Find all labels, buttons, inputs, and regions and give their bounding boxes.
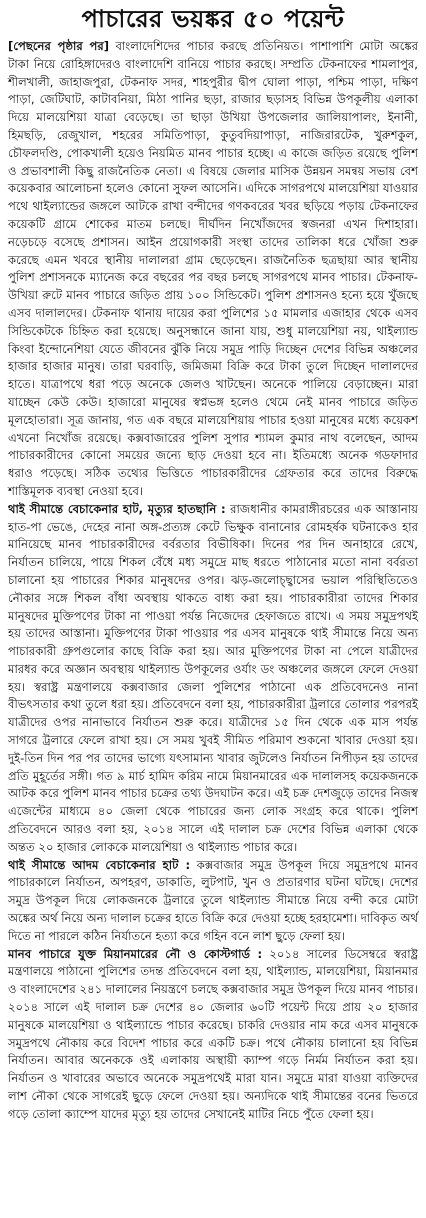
- continued-from-tag: [পেছনের পৃষ্ঠার পর]: [8, 39, 110, 53]
- article-body: [8, 38, 418, 1124]
- lead-paragraph: [8, 38, 418, 501]
- section-heading-human-trade-market: থাই সীমান্তে আদম বেচাকেনার হাট :: [8, 857, 191, 872]
- section-myanmar-navy: [8, 946, 418, 1124]
- section-human-trade-market: [8, 857, 418, 946]
- article-headline: পাচারের ভয়ঙ্কর ৫০ পয়েন্ট: [81, 4, 345, 33]
- section-text-myanmar-navy: ২০১৪ সালের ডিসেম্বরে স্বরাষ্ট্র মন্ত্রণালয়ে পাঠানো পুলিশের তদন্ত প্রতিবেদনে বলা হয়, থাইল্যান্ড, মালয়েশিয়া, মিয়ানমার ও বাংলাদেশের ২৪১ দালালের নিয়ন্ত্রণে চলছে কক্সবাজার সমুদ্র উপকূল দিয়ে মানব পাচার। ২০১৪ সালে এই দালাল চক্র দেশের ৪০ জেলার ৬০টি পয়েন্ট দিয়ে প্রায় ২০ হাজার মানুষকে মালয়েশিয়া ও থাইল্যান্ডে পাচার করেছে। চাকরি দেওয়ার নাম করে এসব মানুষকে সমুদ্রপথে নৌকায় করে বিদেশ পাচার করে একটি চক্র। পথে নৌকায় চালানো হয় বিভিন্ন নির্যাতন। আবার অনেককে ওই এলাকায় অস্থায়ী ক্যাম্প গড়ে নির্মম নির্যাতন করা হয়। নির্যাতন ও খাবারের অভাবে অনেকে সমুদ্রপথেই মারা যান। সমুদ্রে মারা যাওয়া ব্যক্তিদের লাশ নৌকা থেকে সাগরেই ছুড়ে ফেলে দেওয়া হয়। অন্যদিকে থাই সীমান্তের বনের ভিতরে গড়ে তোলা ক্যাম্পে যাদের মৃত্যু হয় তাদের সেখানেই মাটির নিচে পুঁতে ফেলা হয়।: [8, 946, 419, 1121]
- lead-paragraph-text: বাংলাদেশিদের পাচার করছে প্রতিনিয়ত। পাশাপাশি মোটা অঙ্কের টাকা নিয়ে রোহিঙ্গাদেরও বাংলাদেশি বানিয়ে পাচার করছে। সম্প্রতি টেকনাফের শামলাপুর, শীলখালী, জাহাজপুরা, টেকনাফ সদর, শাহপুরীর দ্বীপ ঘোলা পাড়া, পশ্চিম পাড়া, দক্ষিণ পাড়া, জেটিঘাট, কাটাবনিয়া, মিঠা পানির ছড়া, রাজার ছড়াসহ বিভিন্ন উপকূলীয় এলাকা দিয়ে মালয়েশিয়া যাত্রা বেড়েছে। তা ছাড়া উখিয়া উপজেলার জালিয়াপালং, ইনানী, হিমছড়ি, রেজুখাল, শহরের সমিতিপাড়া, কুতুবদিয়াপাড়া, নাজিরারটেক, খুরুশকুল, চৌফলদণ্ডি, পোকখালী হয়েও নিয়মিত মানব পাচার হচ্ছে। এ কাজে জড়িত রয়েছে পুলিশ ও প্রভাবশালী কিছু রাজনৈতিক নেতা। এ বিষয়ে জেলার মাসিক উন্নয়ন সমন্বয় সভায় বেশ কয়েকবার আলোচনা হলেও কোনো সুফল আসেনি। এদিকে সাগরপথে মালয়েশিয়া যাওয়ার পথে থাইল্যান্ডের জঙ্গলে আটকে রাখা বন্দীদের গণকবরের খবর ছড়িয়ে পড়ায় টেকনাফের কয়েকটি গ্রামে শোকের মাতম চলছে। দীর্ঘদিন নিখোঁজদের স্বজনরা এখন দিশাহারা। নড়েচড়ে বসেছে প্রশাসন। আইন প্রয়োগকারী সংস্থা তাদের তালিকা ধরে খোঁজা শুরু করেছে এমন খবরে স্থানীয় দালালরা গ্রাম ছেড়েছেন। রাজনৈতিক ছত্রছায়া আর স্থানীয় পুলিশ প্রশাসনকে ম্যানেজ করে বছরের পর বছর চলছে সাগরপথে মানব পাচার। টেকনাফ-উখিয়া রুটে মানব পাচারে জড়িত প্রায় ১০০ সিন্ডিকেট। পুলিশ প্রশাসনও হন্যে হয়ে খুঁজছে এসব দালালদের। টেকনাফ থানায় দায়ের করা পুলিশের ১৫ মামলার এজাহার থেকে এসব সিন্ডিকেটকে চিহ্নিত করা হয়েছে। অনুসন্ধানে জানা যায়, শুধু মালয়েশিয়া নয়, থাইল্যান্ড কিংবা ইন্দোনেশিয়া যেতে জীবনের ঝুঁকি নিয়ে সমুদ্র পাড়ি দিচ্ছেন দেশের বিভিন্ন অঞ্চলের হাজার হাজার মানুষ। তারা ঘরবাড়ি, জমিজমা বিক্রি করে টাকা তুলে দিচ্ছেন দালালদের হাতে। যাত্রাপথে ধরা পড়ে অনেকে জেলও খাটছেন। অনেকে পালিয়ে বেড়াচ্ছেন। মারা যাচ্ছেন কেউ কেউ। হাজারো মানুষের স্বপ্নভঙ্গ হলেও থেমে নেই মানব পাচারে জড়িত মূলহোতারা। সূত্র জানায়, গত এক বছরে মালয়েশিয়ায় পাচার হওয়া মানুষের মধ্যে কয়েকশ এখনো নিখোঁজ রয়েছে। কক্সবাজারের পুলিশ সুপার শ্যামল কুমার নাথ বলেছেন, আদম পাচারকারীদের কোনো সময়ের জন্যে ছাড় দেওয়া হবে না। ইতিমধ্যে অনেক গডফাদার ধরাও পড়েছে। সঠিক তথ্যের ভিত্তিতে পাচারকারীদের গ্রেফতার করে তাদের বিরুদ্ধে শাস্তিমূলক ব্যবস্থা নেওয়া হবে।: [8, 39, 418, 498]
- section-heading-myanmar-navy: মানব পাচারে যুক্ত মিয়ানমারের নৌ ও কোস্টগার্ড :: [8, 946, 263, 961]
- section-text-human-trade-market: কক্সবাজার সমুদ্র উপকূল দিয়ে সমুদ্রপথে মানব পাচারকালে নির্যাতন, অপহরণ, ডাকাতি, লুটপাট, খুন ও প্রতারণার ঘটনা ঘটছে। দেশের সমুদ্র উপকূল দিয়ে লোকজনকে ট্রলারে তুলে থাইল্যান্ড সীমান্তে নিয়ে বন্দী করে মোটা অঙ্কের অর্থ নিয়ে অন্য দালাল চক্রের হাতে বিক্রি করে দেওয়া হচ্ছে হরহামেশা। দাবিকৃত অর্থ দিতে না পারলে কঠিন নির্যাতনে হত্যা করে গহিন বনে লাশ ছুড়ে ফেলা হয়।: [8, 857, 418, 943]
- section-thai-border-market: [8, 501, 418, 857]
- section-heading-thai-border-market: থাই সীমান্তে বেচাকেনার হাট, মৃত্যুর হাতছানি :: [8, 501, 226, 516]
- section-text-thai-border-market: রাজধানীর কামরাঙ্গীরচরের এক আস্তানায় হাত-পা ভেঙে, দেহের নানা অঙ্গ-প্রত্যঙ্গ কেটে ভিক্ষুক বানানোর রোমহর্ষক ঘটনাকেও হার মানিয়েছে মানব পাচারকারীদের বর্বরতার বিভীষিকা। দিনের পর দিন অনাহারে রেখে, নির্যাতন চালিয়ে, পায়ে শিকল বেঁধে মধ্য সমুদ্রে মাছ ধরতে পাঠানোর মতো নানা বর্বরতা চালানো হয় পাচারের শিকার মানুষদের ওপর। ঝড়-জলোচ্ছ্বাসের ভয়াল পরিস্থিতিতেও নৌকার সঙ্গে শিকল বাঁধা অবস্থায় থাকতে বাধ্য করা হয়। পাচারকারীরা তাদের শিকার মানুষদের মুক্তিপণের টাকা না পাওয়া পর্যন্ত নিজেদের হেফাজতে রাখে। এ সময় সমুদ্রপথই হয় তাদের আস্তানা। মুক্তিপণের টাকা পাওয়ার পর এসব মানুষকে থাই সীমান্তে নিয়ে অন্য পাচারকারী গ্রুপগুলোর কাছে বিক্রি করা হয়। আর মুক্তিপণের টাকা না পেলে যাত্রীদের মারধর করে অজ্ঞান অবস্থায় থাইল্যান্ড উপকূলের ওর্যাং ডং অঞ্চলের জঙ্গলে ফেলে দেওয়া হয়। স্বরাষ্ট্র মন্ত্রণালয়ে কক্সবাজার জেলা পুলিশের পাঠানো এক প্রতিবেদনেও নানা বীভৎসতার কথা তুলে ধরা হয়। প্রতিবেদনে বলা হয়, পাচারকারীরা ট্রলারে তোলার পরপরই যাত্রীদের ওপর নানাভাবে নির্যাতন শুরু করে। যাত্রীদের ১৫ দিন থেকে এক মাস পর্যন্ত সাগরে ট্রলারে ফেলে রাখা হয়। সে সময় খুবই সীমিত পরিমাণ শুকনো খাবার দেওয়া হয়। দুই-তিন দিন পর পর তাদের ভাগ্যে যৎসামান্য খাবার জুটলেও নির্যাতন নিপীড়ন হয় তাদের প্রতি মুহূর্তের সঙ্গী। গত ৯ মার্চ হামিদ করিম নামে মিয়ানমারের এক দালালসহ কয়েকজনকে আটক করে পুলিশ মানব পাচার চক্রের তথ্য উদঘাটন করে। এই চক্র দেশজুড়ে তাদের নিজস্ব এজেন্টের মাধ্যমে ৪০ জেলা থেকে পাচারের জন্য লোক সংগ্রহ করে থাকে। পুলিশ প্রতিবেদনে আরও বলা হয়, ২০১৪ সালে এই দালাল চক্র দেশের বিভিন্ন এলাকা থেকে অন্তত ২০ হাজার লোককে মালয়েশিয়া ও থাইল্যান্ড পাচার করে।: [8, 501, 418, 854]
